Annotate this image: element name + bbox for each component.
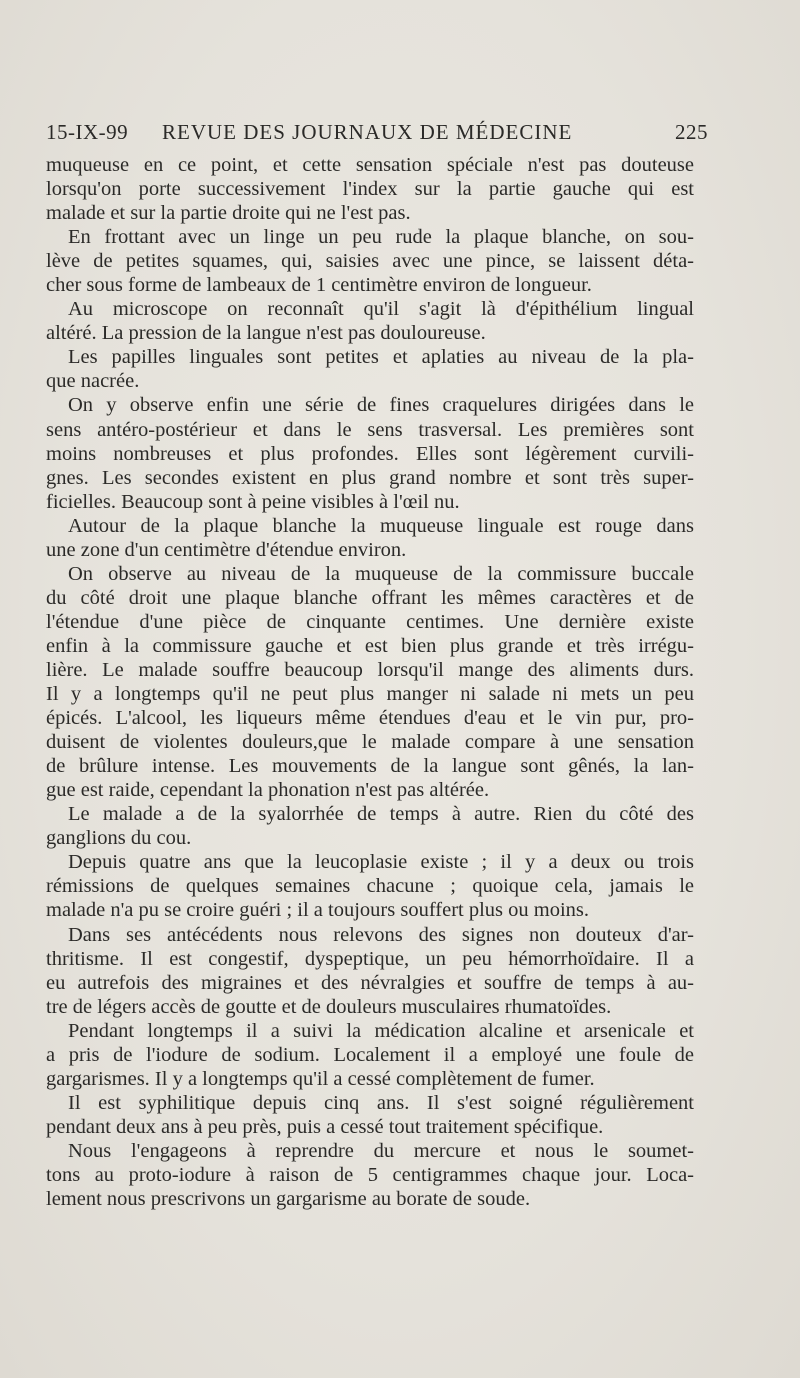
header-date: 15-IX-99 [46, 120, 129, 144]
text-line: thritisme. Il est congestif, dyspeptique, un peu hémorrhoïdaire. Il a [46, 947, 694, 970]
text-line: duisent de violentes douleurs,que le malade compare à une sensation [46, 731, 694, 754]
text-line: ficielles. Beaucoup sont à peine visibles à l'œil nu. [46, 490, 460, 513]
text-line: a pris de l'iodure de sodium. Localement il a employé une foule de [46, 1043, 694, 1066]
text-line: tons au proto-iodure à raison de 5 centigrammes chaque jour. Loca- [46, 1163, 694, 1186]
text-line: eu autrefois des migraines et des névralgies et souffre de temps à au- [46, 971, 694, 994]
text-line: tre de légers accès de goutte et de douleurs musculaires rhumatoïdes. [46, 995, 612, 1018]
text-line: moins nombreuses et plus profondes. Elles sont légèrement curvili- [46, 442, 694, 465]
text-line: Pendant longtemps il a suivi la médication alcaline et arsenicale et [68, 1019, 694, 1042]
text-line: gargarismes. Il y a longtemps qu'il a cessé complètement de fumer. [46, 1067, 595, 1090]
running-header [46, 120, 708, 152]
text-line: En frottant avec un linge un peu rude la plaque blanche, on sou- [68, 226, 694, 249]
text-line: altéré. La pression de la langue n'est pas douloureuse. [46, 322, 486, 345]
text-line: Au microscope on reconnaît qu'il s'agit là d'épithélium lingual [68, 298, 694, 321]
page-number: 225 [675, 120, 708, 144]
text-line: une zone d'un centimètre d'étendue environ. [46, 538, 407, 561]
text-line: Le malade a de la syalorrhée de temps à autre. Rien du côté des [68, 803, 694, 826]
text-line: Il est syphilitique depuis cinq ans. Il s'est soigné régulièrement [68, 1091, 694, 1114]
text-line: On observe au niveau de la muqueuse de la commissure buccale [68, 562, 694, 585]
text-line: malade n'a pu se croire guéri ; il a toujours souffert plus ou moins. [46, 899, 590, 922]
text-line: Les papilles linguales sont petites et aplaties au niveau de la pla- [68, 346, 694, 369]
text-line: Autour de la plaque blanche la muqueuse linguale est rouge dans [68, 514, 694, 537]
body-text [46, 153, 694, 1211]
text-line: cher sous forme de lambeaux de 1 centimètre environ de longueur. [46, 274, 592, 297]
text-line: pendant deux ans à peu près, puis a cessé tout traitement spécifique. [46, 1115, 604, 1138]
header-journal-title: REVUE DES JOURNAUX DE MÉDECINE [162, 120, 573, 144]
text-line: lorsqu'on porte successivement l'index sur la partie gauche qui est [46, 178, 694, 201]
text-line: lève de petites squames, qui, saisies avec une pince, se laissent déta- [46, 250, 694, 273]
text-line: Depuis quatre ans que la leucoplasie existe ; il y a deux ou trois [68, 851, 694, 874]
text-line: malade et sur la partie droite qui ne l'est pas. [46, 202, 411, 225]
text-line: sens antéro-postérieur et dans le sens trasversal. Les premières sont [46, 418, 694, 441]
text-line: On y observe enfin une série de fines craquelures dirigées dans le [68, 394, 694, 417]
text-line: Nous l'engageons à reprendre du mercure et nous le soumet- [68, 1139, 694, 1162]
text-line: épicés. L'alcool, les liqueurs même étendues d'eau et le vin pur, pro- [46, 707, 694, 730]
text-line: gue est raide, cependant la phonation n'est pas altérée. [46, 779, 490, 802]
text-line: enfin à la commissure gauche et est bien plus grande et très irrégu- [46, 634, 694, 657]
text-line: l'étendue d'une pièce de cinquante centimes. Une dernière existe [46, 610, 694, 633]
text-line: Dans ses antécédents nous relevons des signes non douteux d'ar- [68, 923, 694, 946]
text-line: lement nous prescrivons un gargarisme au borate de soude. [46, 1188, 531, 1211]
text-line: que nacrée. [46, 370, 140, 393]
text-line: du côté droit une plaque blanche offrant les mêmes caractères et de [46, 586, 694, 609]
text-line: Il y a longtemps qu'il ne peut plus manger ni salade ni mets un peu [46, 683, 694, 706]
text-line: de brûlure intense. Les mouvements de la langue sont gênés, la lan- [46, 755, 694, 778]
text-line: lière. Le malade souffre beaucoup lorsqu'il mange des aliments durs. [46, 658, 694, 681]
text-line: gnes. Les secondes existent en plus grand nombre et sont très super- [46, 466, 694, 489]
text-line: ganglions du cou. [46, 827, 192, 850]
text-line: rémissions de quelques semaines chacune ; quoique cela, jamais le [46, 875, 694, 898]
text-line: muqueuse en ce point, et cette sensation spéciale n'est pas douteuse [46, 154, 694, 176]
